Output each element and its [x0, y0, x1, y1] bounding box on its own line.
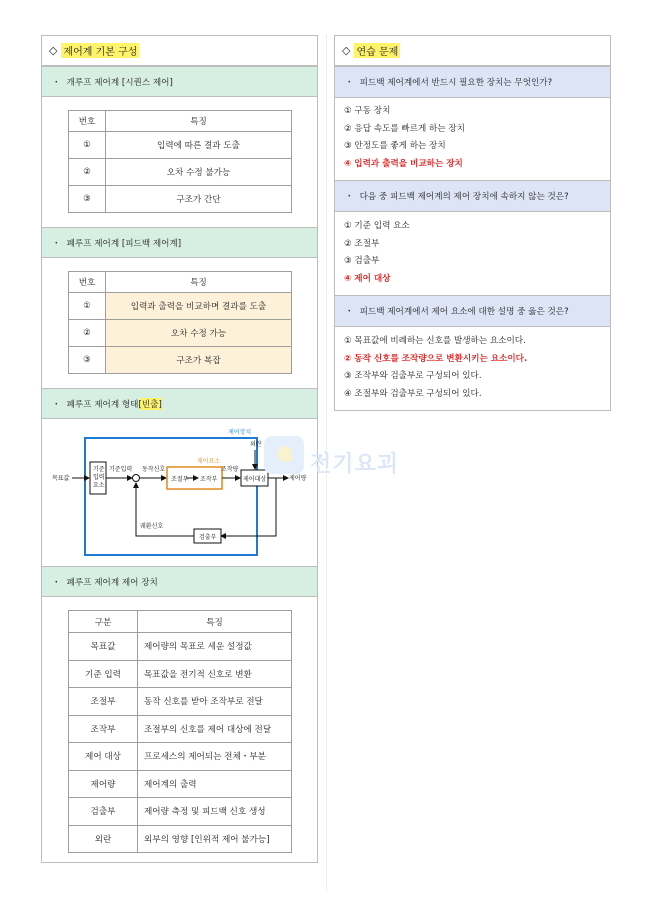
- table-cell: 조작부: [69, 715, 138, 743]
- table-cell: 외란: [69, 825, 138, 853]
- table-cell: ②: [69, 320, 106, 347]
- option-item: ③ 조작부와 검출부로 구성되어 있다.: [344, 371, 482, 381]
- table-cell: 오차 수정 불가능: [106, 159, 292, 186]
- control-element-label: 제어요소: [197, 458, 221, 465]
- table-row: [69, 186, 292, 213]
- table-row: [69, 320, 292, 347]
- output-label: 제어량: [289, 475, 307, 482]
- bullet-icon: ・: [345, 192, 354, 202]
- summing-point: [133, 475, 140, 482]
- table-cell: 제어계의 출력: [138, 770, 292, 798]
- closed-loop-section-title: [42, 227, 317, 258]
- table-cell: 구조가 복잡: [106, 347, 292, 374]
- table-header-cell: 특징: [106, 111, 292, 132]
- watermark-logo-icon: [264, 436, 304, 474]
- diamond-icon: ◇: [49, 44, 58, 57]
- components-table: [68, 610, 292, 853]
- table-row: [69, 688, 292, 716]
- ref-signal-label: 기준입력: [109, 466, 133, 473]
- target-label: 목표값: [52, 475, 70, 482]
- table-header-row: [69, 611, 292, 633]
- table-row: [69, 743, 292, 771]
- bullet-icon: ・: [345, 78, 354, 88]
- table-cell: 입력과 출력을 비교하며 결과를 도출: [106, 293, 292, 320]
- table-cell: 제어 대상: [69, 743, 138, 771]
- table-row: [69, 715, 292, 743]
- table-cell: ③: [69, 186, 106, 213]
- option-item-answer: ② 동작 신호를 조작량으로 변환시키는 요소이다.: [344, 353, 528, 364]
- table-header-cell: 구분: [69, 611, 138, 633]
- table-cell: 오차 수정 가능: [106, 320, 292, 347]
- table-cell: 목표값을 전기적 신호로 변환: [138, 660, 292, 688]
- closed-loop-title: 폐루프 제어계 [피드백 제어계]: [66, 238, 182, 249]
- left-header-title: 제어계 기본 구성: [61, 43, 139, 58]
- table-header-row: [69, 272, 292, 293]
- table-cell: 제어량의 목표로 세운 설정값: [138, 633, 292, 661]
- table-header-cell: 특징: [138, 611, 292, 633]
- table-row: [69, 347, 292, 374]
- table-row: [69, 159, 292, 186]
- option-item: ① 목표값에 비례하는 신호를 발생하는 요소이다.: [344, 336, 526, 346]
- option-item: ③ 안정도를 좋게 하는 장치: [344, 141, 446, 151]
- bullet-icon: ・: [52, 77, 61, 88]
- table-cell: 검출부: [69, 798, 138, 826]
- option-item: ② 조절부: [344, 238, 380, 249]
- table-row: [69, 770, 292, 798]
- table-cell: 외부의 영향 [인위적 제어 불가능]: [138, 825, 292, 853]
- components-title: 폐루프 제어계 제어 장치: [66, 577, 158, 588]
- detector-label: 검출부: [199, 534, 217, 541]
- form-title: 폐루프 제어계 형태: [66, 399, 139, 410]
- question-1: [335, 66, 610, 98]
- disturbance-label: 외란: [250, 441, 262, 448]
- diamond-icon: ◇: [342, 44, 351, 57]
- option-item-answer: ④ 제어 대상: [344, 273, 391, 284]
- question-3-options: [344, 333, 527, 403]
- table-cell: ②: [69, 159, 106, 186]
- table-header-cell: 특징: [106, 272, 292, 293]
- bullet-icon: ・: [52, 399, 61, 410]
- right-column: [334, 35, 611, 411]
- actuator-label: 조작부: [200, 476, 218, 483]
- table-row: [69, 660, 292, 688]
- table-cell: ①: [69, 132, 106, 159]
- table-cell: 제어량 측정 및 피드백 신호 생성: [138, 798, 292, 826]
- left-header: [42, 36, 317, 66]
- ref-input-label-1: 기준: [93, 466, 105, 473]
- table-cell: ①: [69, 293, 106, 320]
- table-header-row: [69, 111, 292, 132]
- option-item: ① 기준 입력 요소: [344, 221, 410, 231]
- frequent-badge: [빈출]: [138, 399, 162, 410]
- option-item: ③ 검출부: [344, 256, 380, 266]
- watermark-text: 전기요괴: [310, 452, 400, 477]
- question-3: [335, 295, 610, 327]
- table-cell: 제어량: [69, 770, 138, 798]
- question-text: 피드백 제어계에서 반드시 필요한 장치는 무엇인가?: [359, 78, 553, 88]
- control-device-frame: [85, 438, 257, 555]
- table-row: [69, 132, 292, 159]
- option-item: ④ 조절부와 검출부로 구성되어 있다.: [344, 388, 482, 399]
- table-row: [69, 825, 292, 853]
- actuating-signal-label: 동작신호: [142, 466, 166, 473]
- right-header: [335, 36, 610, 66]
- table-row: [69, 633, 292, 661]
- table-cell: 목표값: [69, 633, 138, 661]
- right-header-title: 연습 문제: [354, 43, 400, 58]
- feedback-label: 궤환신호: [140, 523, 164, 530]
- question-text: 다음 중 피드백 제어계의 제어 장치에 속하지 않는 것은?: [359, 192, 569, 202]
- open-loop-section-title: [42, 66, 317, 97]
- form-section-title: [42, 388, 317, 419]
- closed-loop-table: [68, 271, 292, 374]
- bullet-icon: ・: [52, 238, 61, 249]
- question-2: [335, 180, 610, 212]
- table-row: [69, 293, 292, 320]
- option-item: ① 구동 장치: [344, 106, 391, 116]
- question-text: 피드백 제어계에서 제어 요소에 대한 설명 중 옳은 것은?: [359, 307, 569, 317]
- option-item: ② 응답 속도를 빠르게 하는 장치: [344, 123, 465, 134]
- option-item-answer: ④ 입력과 출력을 비교하는 장치: [344, 158, 463, 169]
- bullet-icon: ・: [345, 307, 354, 317]
- bullet-icon: ・: [52, 577, 61, 588]
- table-cell: 동작 신호를 받아 조작부로 전달: [138, 688, 292, 716]
- plant-label: 제어대상: [243, 476, 267, 483]
- controller-label: 조절부: [171, 476, 189, 483]
- table-header-cell: 번호: [69, 111, 106, 132]
- table-cell: 구조가 간단: [106, 186, 292, 213]
- ref-input-label-2: 입력: [93, 474, 105, 481]
- table-cell: ③: [69, 347, 106, 374]
- ref-input-label-3: 요소: [93, 482, 105, 489]
- table-cell: 프로세스의 제어되는 전체・부분: [138, 743, 292, 771]
- table-row: [69, 798, 292, 826]
- open-loop-table: [68, 110, 292, 213]
- components-section-title: [42, 566, 317, 597]
- manipulated-label: 조작량: [221, 466, 239, 473]
- table-cell: 입력에 따른 결과 도출: [106, 132, 292, 159]
- table-cell: 조절부: [69, 688, 138, 716]
- question-2-options: [344, 218, 410, 288]
- question-1-options: [344, 103, 465, 173]
- table-cell: 기준 입력: [69, 660, 138, 688]
- open-loop-title: 개루프 제어계 [시퀀스 제어]: [66, 77, 173, 88]
- table-header-cell: 번호: [69, 272, 106, 293]
- table-cell: 조절부의 신호를 제어 대상에 전달: [138, 715, 292, 743]
- watermark: [260, 436, 400, 476]
- control-device-label: 제어장치: [228, 429, 252, 436]
